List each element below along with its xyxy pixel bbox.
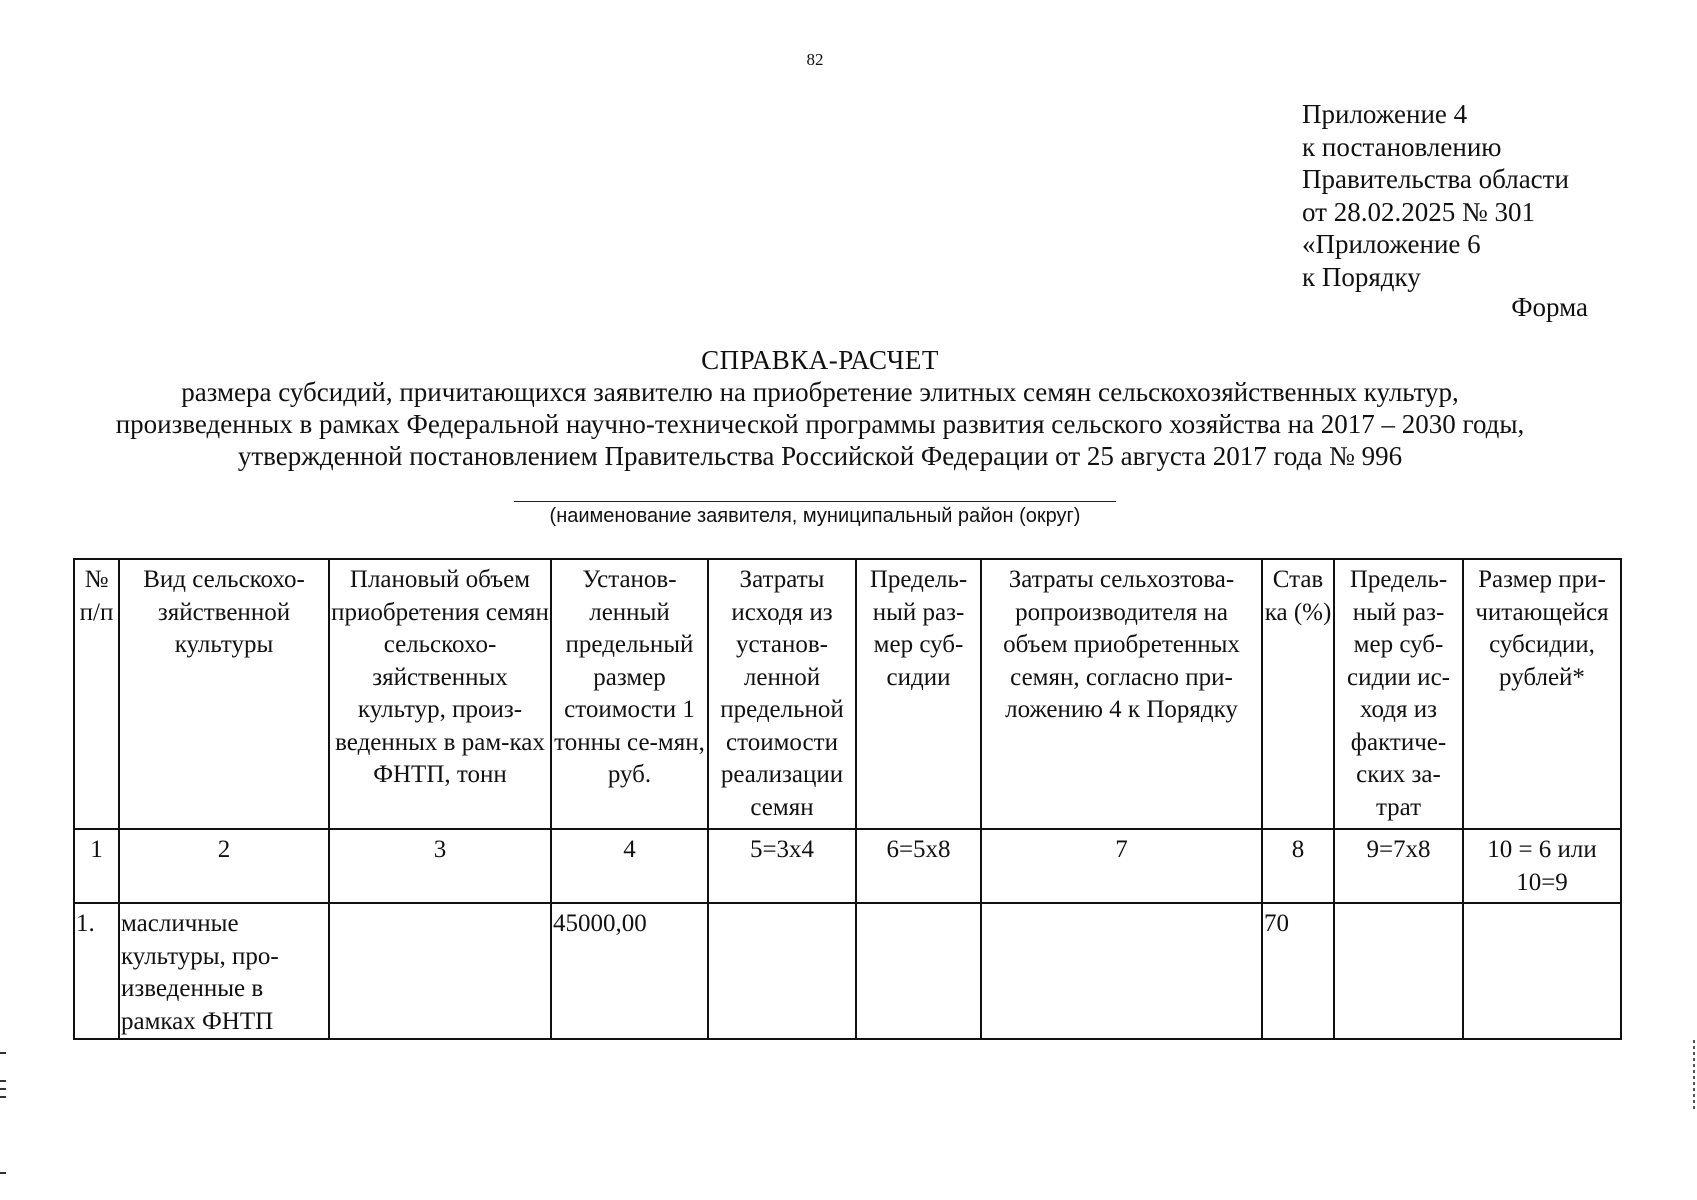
column-number-row	[74, 829, 1621, 903]
column-number-cell: 8	[1262, 829, 1334, 903]
table-cell: 70	[1262, 903, 1334, 1039]
appendix-line: «Приложение 6	[1302, 229, 1481, 259]
table-cell: масличные культуры, про-изведенные в рамках ФНТП	[119, 903, 329, 1039]
form-label: Форма	[1511, 292, 1588, 322]
column-number-cell: 1	[74, 829, 119, 903]
scan-margin-mark	[0, 1052, 6, 1054]
page-number: 82	[806, 50, 824, 69]
scan-margin-mark	[0, 1080, 6, 1082]
scan-margin-mark	[0, 1172, 6, 1174]
header-cell: Затраты исходя из установ-ленной предельной стоимости реализации семян	[708, 559, 856, 829]
column-number-cell: 2	[119, 829, 329, 903]
column-number-cell: 6=5x8	[856, 829, 981, 903]
applicant-caption: (наименование заявителя, муниципальный район (округ)	[549, 505, 1081, 527]
appendix-line: Приложение 4	[1302, 99, 1468, 129]
appendix-line: к Порядку	[1302, 261, 1421, 292]
scan-margin-mark	[1693, 1040, 1695, 1110]
column-number-cell: 3	[329, 829, 551, 903]
header-cell: Установ-ленный предельный размер стоимости 1 тонны се-мян, руб.	[551, 559, 708, 829]
scan-margin-mark	[0, 1096, 6, 1098]
table-row	[74, 903, 1621, 1039]
table-cell: 1.	[74, 903, 119, 1039]
header-cell: Предель-ный раз-мер суб-сидии ис-ходя из фактиче-ских за-трат	[1334, 559, 1463, 829]
title-line: размера субсидий, причитающихся заявителю на приобретение элитных семян сельскохозяйственных культур,	[181, 377, 1459, 407]
title-line: произведенных в рамках Федеральной научно-технической программы развития сельского хозяйства на 2017 – 2030 годы,	[115, 409, 1525, 439]
column-number-cell: 7	[981, 829, 1262, 903]
table-header-row	[74, 559, 1621, 829]
appendix-block	[1302, 98, 1569, 293]
calculation-table	[73, 558, 1622, 1040]
header-cell: № п/п	[74, 559, 119, 829]
title-line: утвержденной постановлением Правительства Российской Федерации от 25 августа 2017 года № 996	[237, 441, 1403, 471]
header-cell: Вид сельскохо-зяйственной культуры	[119, 559, 329, 829]
title-main: СПРАВКА-РАСЧЕТ	[701, 345, 939, 375]
scan-margin-mark	[0, 1088, 6, 1090]
header-cell: Размер при-читающейся субсидии, рублей*	[1463, 559, 1621, 829]
document-title	[40, 344, 1600, 472]
appendix-line: к постановлению	[1302, 131, 1502, 162]
appendix-line: от 28.02.2025 № 301	[1302, 196, 1535, 227]
applicant-underline	[514, 501, 1116, 502]
table-cell	[1334, 903, 1463, 1039]
table-cell	[981, 903, 1262, 1039]
column-number-cell: 9=7x8	[1334, 829, 1463, 903]
table-cell	[856, 903, 981, 1039]
column-number-cell: 5=3x4	[708, 829, 856, 903]
table-cell: 45000,00	[551, 903, 708, 1039]
header-cell: Затраты сельхозтова-ропроизводителя на объем приобретенных семян, согласно при-ложению 4 к Порядку	[981, 559, 1262, 829]
column-number-cell: 4	[551, 829, 708, 903]
table-cell	[708, 903, 856, 1039]
table-cell	[329, 903, 551, 1039]
table-cell	[1463, 903, 1621, 1039]
header-cell: Став ка (%)	[1262, 559, 1334, 829]
column-number-cell: 10 = 6 или 10=9	[1463, 829, 1621, 903]
header-cell: Предель-ный раз-мер суб-сидии	[856, 559, 981, 829]
header-cell: Плановый объем приобретения семян сельскохо-зяйственных культур, произ-веденных в рам-ках ФНТП, тонн	[329, 559, 551, 829]
appendix-line: Правительства области	[1302, 164, 1569, 194]
